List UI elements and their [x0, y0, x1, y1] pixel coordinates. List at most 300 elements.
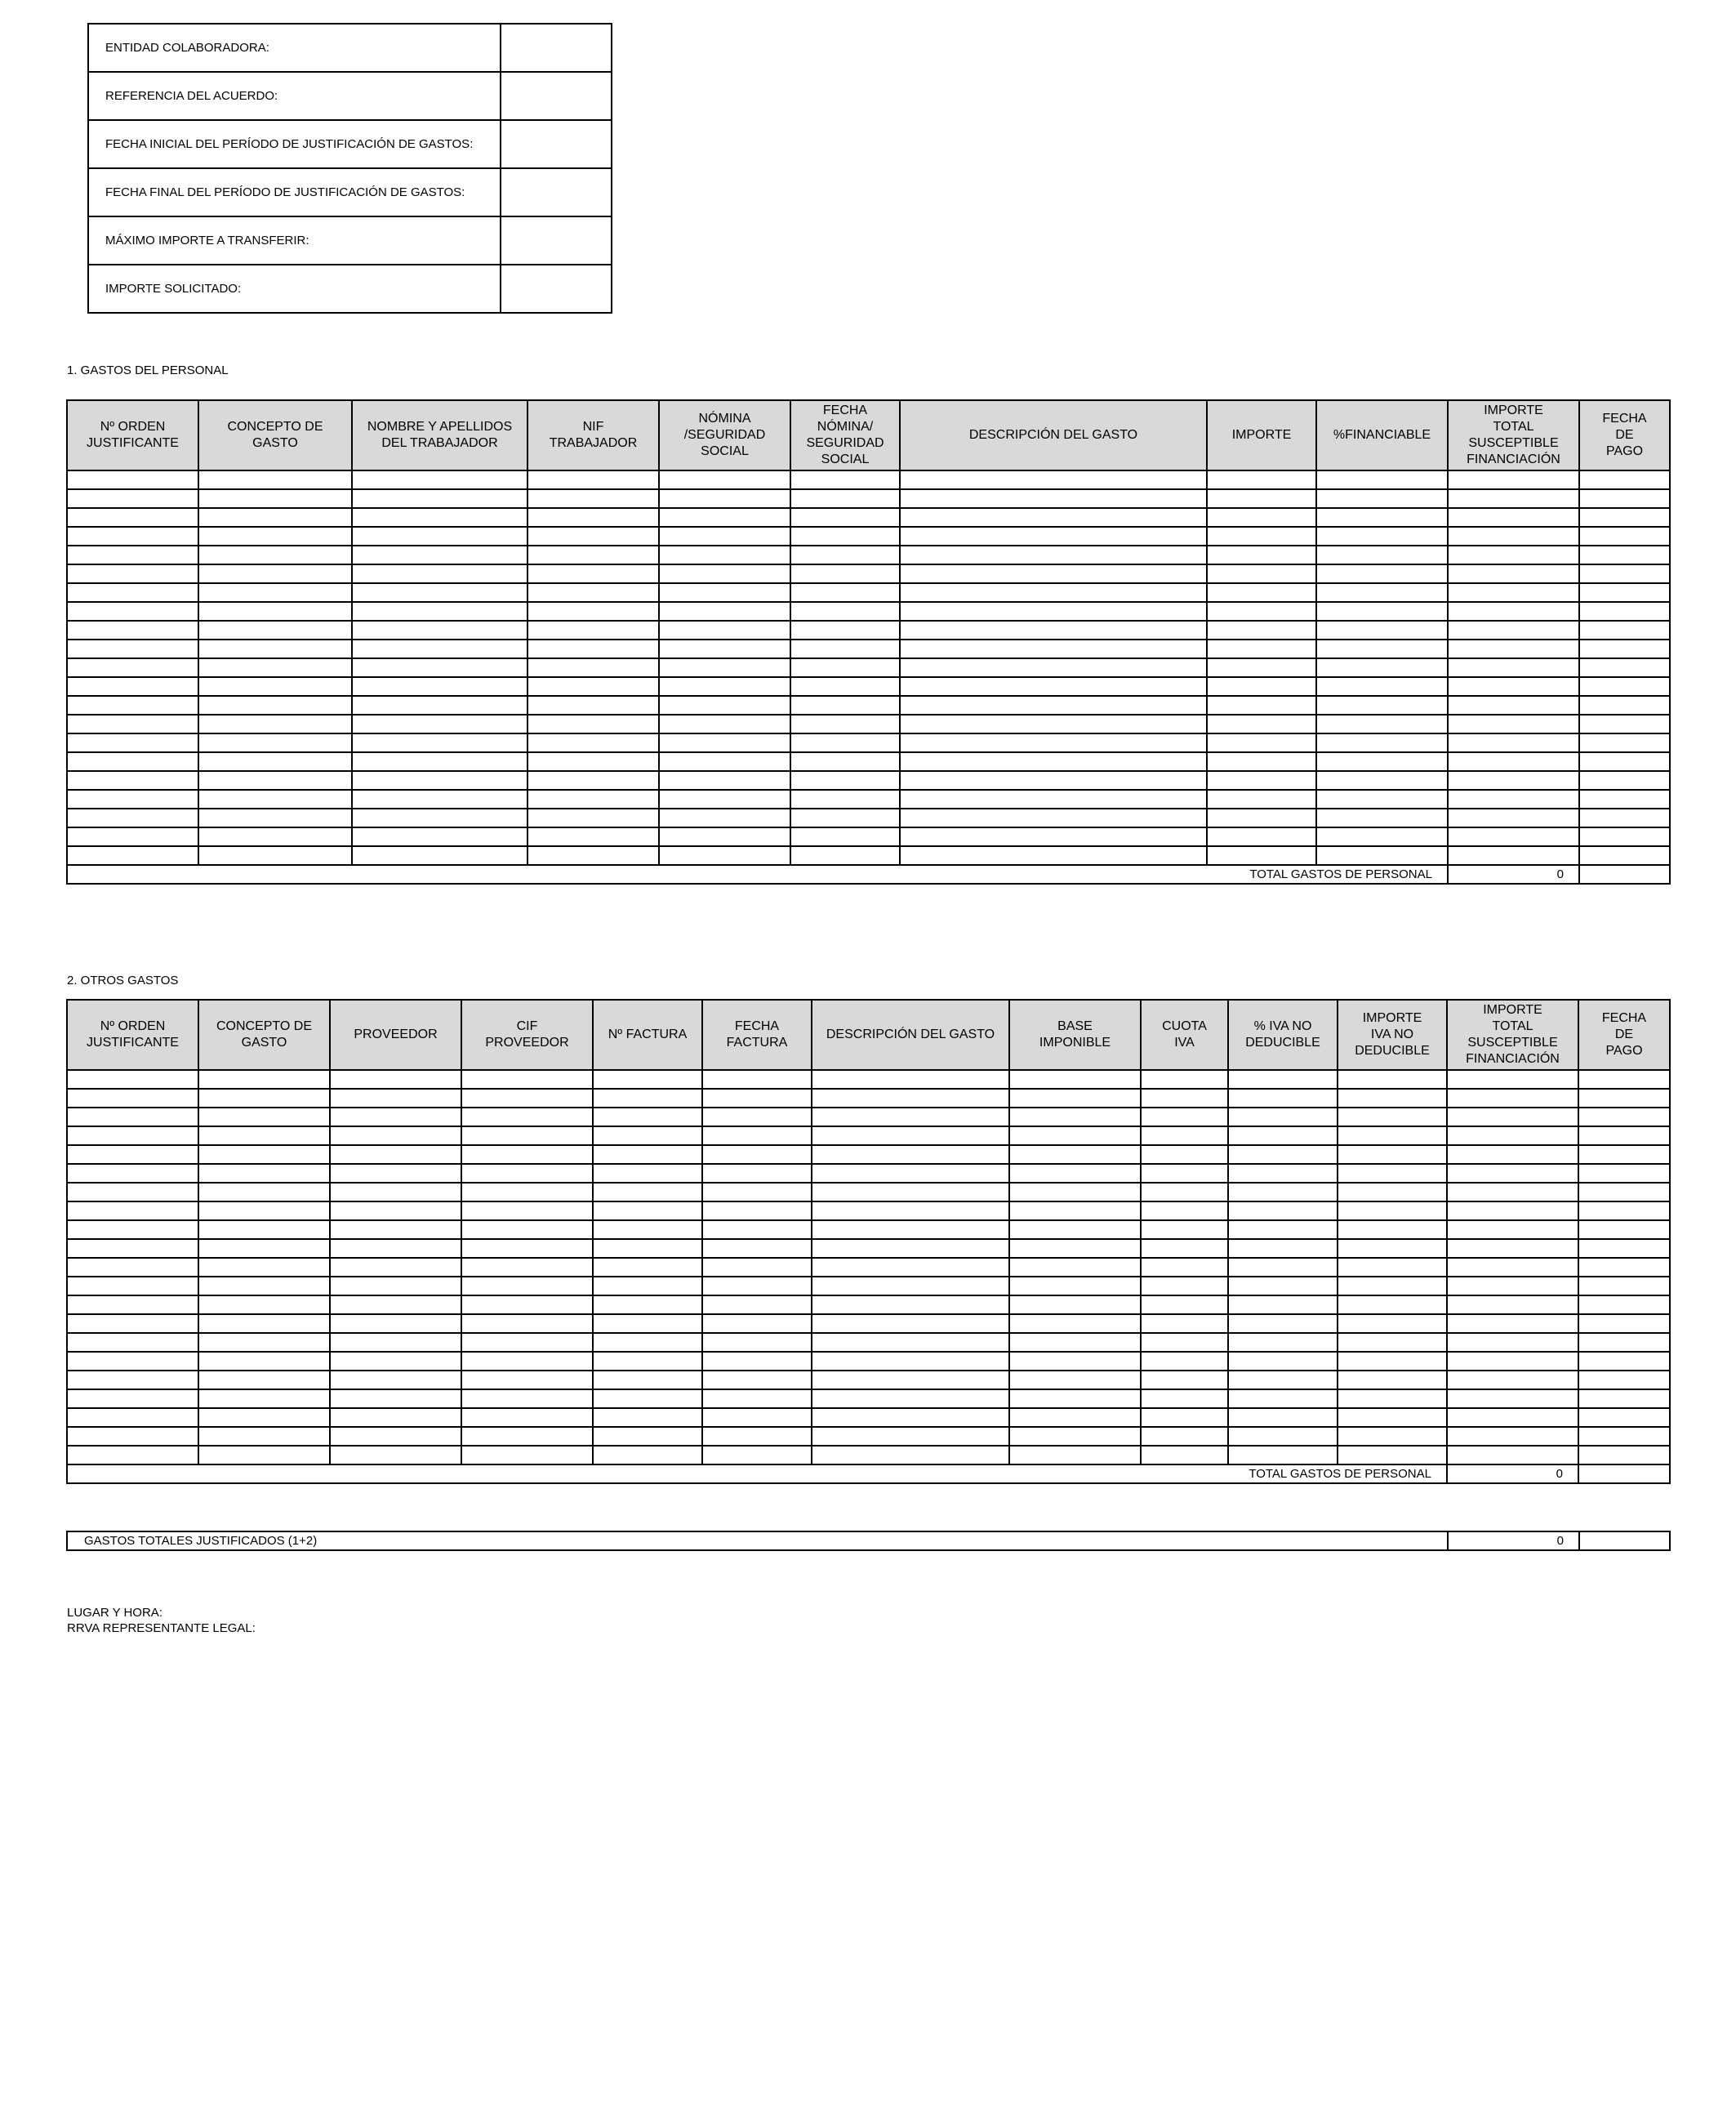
- table-cell[interactable]: [1207, 489, 1316, 508]
- table-cell[interactable]: [593, 1277, 702, 1295]
- table-cell[interactable]: [1447, 1446, 1578, 1464]
- table-cell[interactable]: [1228, 1126, 1338, 1145]
- table-cell[interactable]: [812, 1408, 1009, 1427]
- table-cell[interactable]: [1141, 1126, 1228, 1145]
- table-cell[interactable]: [812, 1220, 1009, 1239]
- table-cell[interactable]: [352, 715, 527, 733]
- table-cell[interactable]: [330, 1333, 461, 1352]
- table-cell[interactable]: [1578, 1183, 1670, 1201]
- table-cell[interactable]: [67, 1164, 198, 1183]
- table-cell[interactable]: [1009, 1371, 1141, 1389]
- table-cell[interactable]: [527, 809, 659, 827]
- table-cell[interactable]: [67, 1183, 198, 1201]
- table-cell[interactable]: [198, 470, 352, 489]
- table-cell[interactable]: [330, 1258, 461, 1277]
- table-cell[interactable]: [1579, 733, 1670, 752]
- table-cell[interactable]: [900, 508, 1207, 527]
- table-cell[interactable]: [352, 696, 527, 715]
- table-cell[interactable]: [1316, 809, 1448, 827]
- table-cell[interactable]: [702, 1108, 812, 1126]
- table-cell[interactable]: [67, 564, 198, 583]
- table-cell[interactable]: [1207, 733, 1316, 752]
- table-cell[interactable]: [1228, 1201, 1338, 1220]
- info-value-field[interactable]: [501, 168, 612, 216]
- table-cell[interactable]: [593, 1333, 702, 1352]
- table-cell[interactable]: [1448, 809, 1579, 827]
- table-cell[interactable]: [1228, 1108, 1338, 1126]
- table-cell[interactable]: [790, 621, 900, 640]
- table-cell[interactable]: [1228, 1371, 1338, 1389]
- table-cell[interactable]: [900, 546, 1207, 564]
- table-cell[interactable]: [1579, 752, 1670, 771]
- table-cell[interactable]: [702, 1258, 812, 1277]
- table-cell[interactable]: [1141, 1089, 1228, 1108]
- table-cell[interactable]: [527, 602, 659, 621]
- table-cell[interactable]: [1228, 1333, 1338, 1352]
- table-cell[interactable]: [1207, 640, 1316, 658]
- table-cell[interactable]: [198, 1145, 330, 1164]
- table-cell[interactable]: [198, 546, 352, 564]
- table-cell[interactable]: [790, 827, 900, 846]
- table-cell[interactable]: [1447, 1183, 1578, 1201]
- table-cell[interactable]: [198, 1239, 330, 1258]
- table-cell[interactable]: [527, 527, 659, 546]
- table-cell[interactable]: [1207, 508, 1316, 527]
- table-cell[interactable]: [198, 508, 352, 527]
- table-cell[interactable]: [593, 1389, 702, 1408]
- table-cell[interactable]: [1141, 1446, 1228, 1464]
- table-cell[interactable]: [1448, 696, 1579, 715]
- table-cell[interactable]: [593, 1164, 702, 1183]
- table-cell[interactable]: [1009, 1164, 1141, 1183]
- table-cell[interactable]: [790, 583, 900, 602]
- table-cell[interactable]: [461, 1371, 593, 1389]
- table-cell[interactable]: [198, 1408, 330, 1427]
- table-cell[interactable]: [330, 1126, 461, 1145]
- table-cell[interactable]: [352, 546, 527, 564]
- table-cell[interactable]: [198, 1333, 330, 1352]
- table-cell[interactable]: [900, 640, 1207, 658]
- table-cell[interactable]: [1447, 1277, 1578, 1295]
- table-cell[interactable]: [1141, 1371, 1228, 1389]
- table-cell[interactable]: [593, 1427, 702, 1446]
- table-cell[interactable]: [790, 846, 900, 865]
- table-cell[interactable]: [593, 1239, 702, 1258]
- table-cell[interactable]: [198, 1295, 330, 1314]
- table-cell[interactable]: [812, 1183, 1009, 1201]
- table-cell[interactable]: [1141, 1164, 1228, 1183]
- table-cell[interactable]: [198, 1371, 330, 1389]
- table-cell[interactable]: [330, 1183, 461, 1201]
- table-cell[interactable]: [1009, 1408, 1141, 1427]
- table-cell[interactable]: [198, 846, 352, 865]
- table-cell[interactable]: [67, 696, 198, 715]
- table-cell[interactable]: [1579, 470, 1670, 489]
- table-cell[interactable]: [1228, 1277, 1338, 1295]
- table-cell[interactable]: [352, 733, 527, 752]
- table-cell[interactable]: [1316, 733, 1448, 752]
- table-cell[interactable]: [790, 564, 900, 583]
- table-cell[interactable]: [812, 1314, 1009, 1333]
- table-cell[interactable]: [702, 1352, 812, 1371]
- table-cell[interactable]: [1448, 771, 1579, 790]
- table-cell[interactable]: [1316, 489, 1448, 508]
- table-cell[interactable]: [1009, 1089, 1141, 1108]
- table-cell[interactable]: [1009, 1126, 1141, 1145]
- table-cell[interactable]: [1447, 1333, 1578, 1352]
- table-cell[interactable]: [330, 1145, 461, 1164]
- table-cell[interactable]: [702, 1408, 812, 1427]
- table-cell[interactable]: [1228, 1258, 1338, 1277]
- table-cell[interactable]: [900, 752, 1207, 771]
- table-cell[interactable]: [1228, 1239, 1338, 1258]
- table-cell[interactable]: [461, 1108, 593, 1126]
- table-cell[interactable]: [352, 621, 527, 640]
- table-cell[interactable]: [527, 771, 659, 790]
- table-cell[interactable]: [461, 1446, 593, 1464]
- table-cell[interactable]: [702, 1164, 812, 1183]
- table-cell[interactable]: [1448, 677, 1579, 696]
- table-cell[interactable]: [527, 583, 659, 602]
- table-cell[interactable]: [593, 1352, 702, 1371]
- table-cell[interactable]: [1316, 771, 1448, 790]
- table-cell[interactable]: [593, 1089, 702, 1108]
- table-cell[interactable]: [330, 1427, 461, 1446]
- table-cell[interactable]: [198, 790, 352, 809]
- table-cell[interactable]: [67, 1295, 198, 1314]
- table-cell[interactable]: [1141, 1333, 1228, 1352]
- table-cell[interactable]: [1579, 564, 1670, 583]
- table-cell[interactable]: [67, 621, 198, 640]
- table-cell[interactable]: [1579, 602, 1670, 621]
- table-cell[interactable]: [659, 809, 790, 827]
- table-cell[interactable]: [702, 1126, 812, 1145]
- table-cell[interactable]: [67, 790, 198, 809]
- table-cell[interactable]: [1009, 1070, 1141, 1089]
- table-cell[interactable]: [461, 1164, 593, 1183]
- table-cell[interactable]: [352, 790, 527, 809]
- table-cell[interactable]: [1009, 1427, 1141, 1446]
- table-cell[interactable]: [790, 715, 900, 733]
- table-cell[interactable]: [461, 1239, 593, 1258]
- table-cell[interactable]: [1207, 546, 1316, 564]
- table-cell[interactable]: [1578, 1389, 1670, 1408]
- table-cell[interactable]: [1579, 677, 1670, 696]
- table-cell[interactable]: [527, 470, 659, 489]
- table-cell[interactable]: [1579, 583, 1670, 602]
- table-cell[interactable]: [1578, 1201, 1670, 1220]
- table-cell[interactable]: [1447, 1145, 1578, 1164]
- table-cell[interactable]: [1448, 640, 1579, 658]
- table-cell[interactable]: [1009, 1201, 1141, 1220]
- table-cell[interactable]: [900, 527, 1207, 546]
- table-cell[interactable]: [67, 1145, 198, 1164]
- table-cell[interactable]: [593, 1220, 702, 1239]
- table-cell[interactable]: [593, 1446, 702, 1464]
- table-cell[interactable]: [659, 790, 790, 809]
- table-cell[interactable]: [198, 1126, 330, 1145]
- table-cell[interactable]: [461, 1183, 593, 1201]
- table-cell[interactable]: [1141, 1201, 1228, 1220]
- table-cell[interactable]: [812, 1389, 1009, 1408]
- table-cell[interactable]: [67, 1258, 198, 1277]
- table-cell[interactable]: [67, 583, 198, 602]
- table-cell[interactable]: [1316, 470, 1448, 489]
- table-cell[interactable]: [198, 715, 352, 733]
- table-cell[interactable]: [1009, 1183, 1141, 1201]
- table-cell[interactable]: [330, 1314, 461, 1333]
- table-cell[interactable]: [659, 827, 790, 846]
- table-cell[interactable]: [330, 1220, 461, 1239]
- table-cell[interactable]: [461, 1389, 593, 1408]
- table-cell[interactable]: [67, 1408, 198, 1427]
- table-cell[interactable]: [198, 640, 352, 658]
- table-cell[interactable]: [1578, 1277, 1670, 1295]
- table-cell[interactable]: [812, 1164, 1009, 1183]
- table-cell[interactable]: [67, 809, 198, 827]
- info-value-field[interactable]: [501, 72, 612, 120]
- table-cell[interactable]: [1316, 715, 1448, 733]
- table-cell[interactable]: [1228, 1352, 1338, 1371]
- table-cell[interactable]: [67, 640, 198, 658]
- table-cell[interactable]: [1316, 527, 1448, 546]
- table-cell[interactable]: [1578, 1314, 1670, 1333]
- table-cell[interactable]: [790, 658, 900, 677]
- table-cell[interactable]: [198, 1446, 330, 1464]
- table-cell[interactable]: [352, 771, 527, 790]
- table-cell[interactable]: [1228, 1446, 1338, 1464]
- table-cell[interactable]: [198, 677, 352, 696]
- table-cell[interactable]: [659, 696, 790, 715]
- table-cell[interactable]: [67, 1220, 198, 1239]
- table-cell[interactable]: [330, 1295, 461, 1314]
- table-cell[interactable]: [198, 1314, 330, 1333]
- table-cell[interactable]: [330, 1239, 461, 1258]
- table-cell[interactable]: [790, 527, 900, 546]
- table-cell[interactable]: [352, 846, 527, 865]
- table-cell[interactable]: [461, 1295, 593, 1314]
- info-value-field[interactable]: [501, 216, 612, 265]
- table-cell[interactable]: [198, 1070, 330, 1089]
- table-cell[interactable]: [659, 508, 790, 527]
- table-cell[interactable]: [1141, 1389, 1228, 1408]
- table-cell[interactable]: [593, 1108, 702, 1126]
- table-cell[interactable]: [1447, 1352, 1578, 1371]
- table-cell[interactable]: [1447, 1089, 1578, 1108]
- table-cell[interactable]: [1448, 602, 1579, 621]
- table-cell[interactable]: [198, 1201, 330, 1220]
- table-cell[interactable]: [1207, 790, 1316, 809]
- table-cell[interactable]: [330, 1371, 461, 1389]
- table-cell[interactable]: [1207, 827, 1316, 846]
- table-cell[interactable]: [659, 771, 790, 790]
- table-cell[interactable]: [1207, 715, 1316, 733]
- table-cell[interactable]: [527, 827, 659, 846]
- table-cell[interactable]: [1338, 1164, 1447, 1183]
- table-cell[interactable]: [352, 508, 527, 527]
- table-cell[interactable]: [593, 1126, 702, 1145]
- table-cell[interactable]: [1447, 1239, 1578, 1258]
- table-cell[interactable]: [67, 508, 198, 527]
- info-value-field[interactable]: [501, 265, 612, 313]
- table-cell[interactable]: [702, 1314, 812, 1333]
- table-cell[interactable]: [330, 1108, 461, 1126]
- table-cell[interactable]: [1578, 1220, 1670, 1239]
- table-cell[interactable]: [1448, 564, 1579, 583]
- table-cell[interactable]: [812, 1258, 1009, 1277]
- table-cell[interactable]: [1447, 1164, 1578, 1183]
- table-cell[interactable]: [1207, 696, 1316, 715]
- table-cell[interactable]: [790, 790, 900, 809]
- table-cell[interactable]: [812, 1201, 1009, 1220]
- table-cell[interactable]: [527, 677, 659, 696]
- table-cell[interactable]: [900, 602, 1207, 621]
- table-cell[interactable]: [1578, 1070, 1670, 1089]
- table-cell[interactable]: [461, 1220, 593, 1239]
- table-cell[interactable]: [1578, 1352, 1670, 1371]
- table-cell[interactable]: [1338, 1239, 1447, 1258]
- table-cell[interactable]: [461, 1408, 593, 1427]
- table-cell[interactable]: [1447, 1408, 1578, 1427]
- table-cell[interactable]: [1338, 1126, 1447, 1145]
- table-cell[interactable]: [198, 564, 352, 583]
- table-cell[interactable]: [1578, 1126, 1670, 1145]
- table-cell[interactable]: [1207, 527, 1316, 546]
- table-cell[interactable]: [702, 1427, 812, 1446]
- table-cell[interactable]: [1228, 1145, 1338, 1164]
- table-cell[interactable]: [1338, 1408, 1447, 1427]
- table-cell[interactable]: [1338, 1145, 1447, 1164]
- table-cell[interactable]: [1207, 564, 1316, 583]
- table-cell[interactable]: [1579, 846, 1670, 865]
- table-cell[interactable]: [1141, 1145, 1228, 1164]
- table-cell[interactable]: [1447, 1427, 1578, 1446]
- table-cell[interactable]: [790, 733, 900, 752]
- table-cell[interactable]: [1009, 1220, 1141, 1239]
- table-cell[interactable]: [67, 546, 198, 564]
- table-cell[interactable]: [790, 771, 900, 790]
- table-cell[interactable]: [659, 564, 790, 583]
- table-cell[interactable]: [352, 489, 527, 508]
- table-cell[interactable]: [593, 1070, 702, 1089]
- table-cell[interactable]: [1448, 470, 1579, 489]
- table-cell[interactable]: [67, 602, 198, 621]
- table-cell[interactable]: [461, 1126, 593, 1145]
- table-cell[interactable]: [702, 1277, 812, 1295]
- table-cell[interactable]: [702, 1446, 812, 1464]
- table-cell[interactable]: [1338, 1352, 1447, 1371]
- table-cell[interactable]: [352, 640, 527, 658]
- table-cell[interactable]: [1448, 715, 1579, 733]
- table-cell[interactable]: [593, 1371, 702, 1389]
- table-cell[interactable]: [330, 1408, 461, 1427]
- table-cell[interactable]: [461, 1427, 593, 1446]
- table-cell[interactable]: [1316, 846, 1448, 865]
- table-cell[interactable]: [527, 621, 659, 640]
- table-cell[interactable]: [330, 1164, 461, 1183]
- table-cell[interactable]: [1579, 658, 1670, 677]
- table-cell[interactable]: [1448, 658, 1579, 677]
- table-cell[interactable]: [1578, 1258, 1670, 1277]
- table-cell[interactable]: [198, 602, 352, 621]
- table-cell[interactable]: [352, 827, 527, 846]
- table-cell[interactable]: [198, 752, 352, 771]
- table-cell[interactable]: [1009, 1333, 1141, 1352]
- table-cell[interactable]: [1316, 583, 1448, 602]
- table-cell[interactable]: [67, 1277, 198, 1295]
- table-cell[interactable]: [900, 696, 1207, 715]
- table-cell[interactable]: [1207, 846, 1316, 865]
- table-cell[interactable]: [198, 1389, 330, 1408]
- table-cell[interactable]: [1338, 1089, 1447, 1108]
- table-cell[interactable]: [67, 470, 198, 489]
- table-cell[interactable]: [352, 809, 527, 827]
- table-cell[interactable]: [1207, 470, 1316, 489]
- table-cell[interactable]: [790, 752, 900, 771]
- table-cell[interactable]: [1009, 1277, 1141, 1295]
- table-cell[interactable]: [330, 1089, 461, 1108]
- table-cell[interactable]: [1448, 621, 1579, 640]
- table-cell[interactable]: [198, 489, 352, 508]
- table-cell[interactable]: [1579, 527, 1670, 546]
- table-cell[interactable]: [527, 846, 659, 865]
- table-cell[interactable]: [67, 1352, 198, 1371]
- table-cell[interactable]: [1448, 508, 1579, 527]
- table-cell[interactable]: [1316, 602, 1448, 621]
- table-cell[interactable]: [198, 1277, 330, 1295]
- table-cell[interactable]: [330, 1446, 461, 1464]
- table-cell[interactable]: [198, 1352, 330, 1371]
- table-cell[interactable]: [659, 752, 790, 771]
- table-cell[interactable]: [659, 715, 790, 733]
- table-cell[interactable]: [1009, 1258, 1141, 1277]
- table-cell[interactable]: [1207, 771, 1316, 790]
- table-cell[interactable]: [1009, 1145, 1141, 1164]
- table-cell[interactable]: [352, 658, 527, 677]
- table-cell[interactable]: [67, 1239, 198, 1258]
- table-cell[interactable]: [1009, 1108, 1141, 1126]
- table-cell[interactable]: [352, 470, 527, 489]
- table-cell[interactable]: [812, 1070, 1009, 1089]
- table-cell[interactable]: [900, 827, 1207, 846]
- table-cell[interactable]: [67, 1070, 198, 1089]
- table-cell[interactable]: [659, 489, 790, 508]
- table-cell[interactable]: [1448, 546, 1579, 564]
- table-cell[interactable]: [67, 1201, 198, 1220]
- table-cell[interactable]: [702, 1371, 812, 1389]
- table-cell[interactable]: [1228, 1427, 1338, 1446]
- table-cell[interactable]: [702, 1333, 812, 1352]
- table-cell[interactable]: [1448, 827, 1579, 846]
- table-cell[interactable]: [702, 1070, 812, 1089]
- table-cell[interactable]: [1141, 1239, 1228, 1258]
- table-cell[interactable]: [790, 546, 900, 564]
- table-cell[interactable]: [900, 790, 1207, 809]
- table-cell[interactable]: [659, 640, 790, 658]
- table-cell[interactable]: [1228, 1295, 1338, 1314]
- table-cell[interactable]: [198, 583, 352, 602]
- table-cell[interactable]: [1447, 1314, 1578, 1333]
- table-cell[interactable]: [1228, 1089, 1338, 1108]
- table-cell[interactable]: [900, 846, 1207, 865]
- table-cell[interactable]: [352, 602, 527, 621]
- table-cell[interactable]: [1338, 1427, 1447, 1446]
- table-cell[interactable]: [1207, 809, 1316, 827]
- table-cell[interactable]: [1448, 733, 1579, 752]
- table-cell[interactable]: [1338, 1446, 1447, 1464]
- table-cell[interactable]: [790, 489, 900, 508]
- table-cell[interactable]: [1579, 827, 1670, 846]
